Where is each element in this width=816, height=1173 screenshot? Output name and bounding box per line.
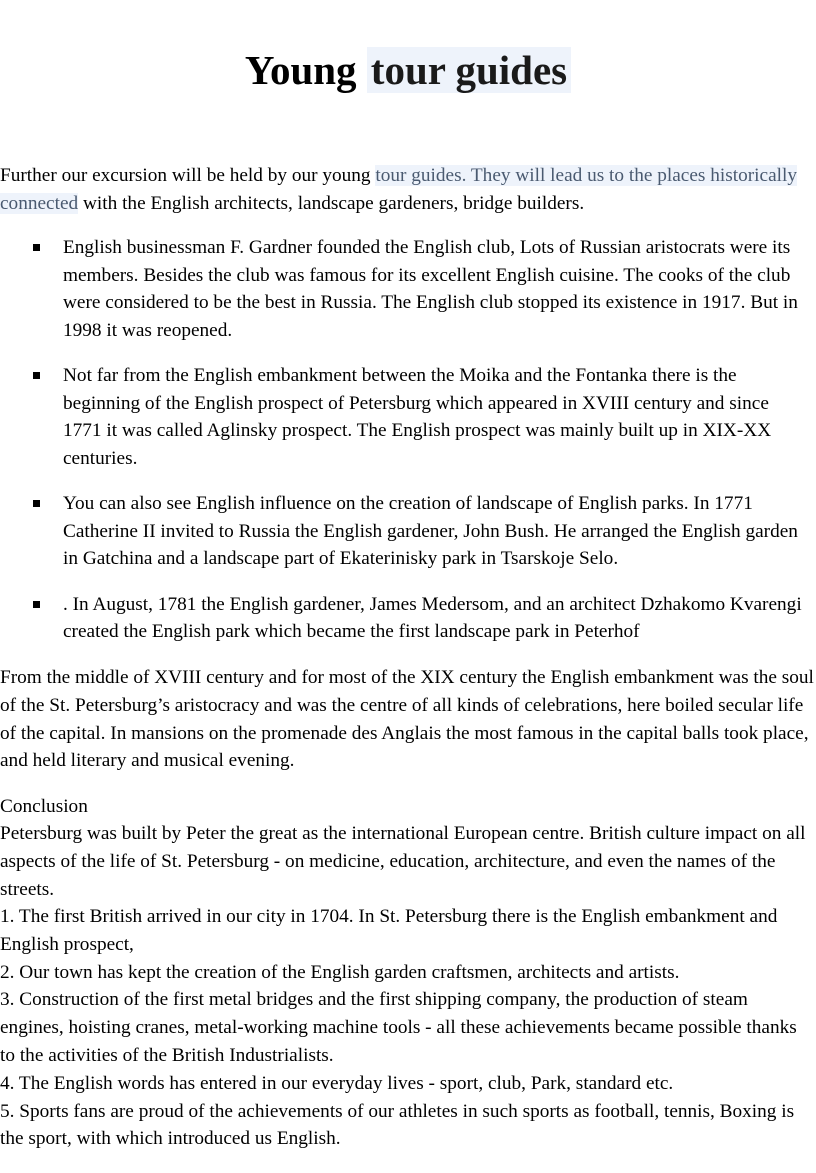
conclusion-heading: Conclusion	[0, 796, 88, 817]
bullet-text: English businessman F. Gardner founded the English club, Lots of Russian aristocrats were its members. Besides the club was famous for its excellent English cuisine. The cooks of the club were considered to be the best in Russia. The English club stopped its existence in 1917. But in 1998 it was reopened.	[63, 237, 798, 341]
bullet-square-icon	[33, 601, 40, 608]
intro-paragraph	[0, 162, 800, 218]
bullet-text: Not far from the English embankment between the Moika and the Fontanka there is the beginning of the English prospect of Petersburg which appeared in XVIII century and since 1771 it was called Aglinsky prospect. The English prospect was mainly built up in XIX-XX centuries.	[63, 365, 772, 469]
conclusion-point: 5. Sports fans are proud of the achievements of our athletes in such sports as football, tennis, Boxing is the sport, with which introduced us English.	[0, 1100, 795, 1150]
page-title	[0, 44, 816, 96]
conclusion-point: 1. The first British arrived in our city in 1704. In St. Petersburg there is the English embankment and English prospect,	[0, 906, 778, 955]
bullet-text: . In August, 1781 the English gardener, James Medersom, and an architect Dzhakomo Kvarengi created the English park which became the first landscape park in Peterhof	[63, 593, 802, 642]
conclusion-points	[0, 903, 816, 1153]
bullet-item	[0, 591, 816, 646]
conclusion-point: 3. Construction of the first metal bridges and the first shipping company, the production of steam engines, hoisting cranes, metal-working machine tools - all these achievements became possible thanks to the activities of the British Industrialists.	[0, 989, 797, 1066]
intro-highlighted: tour guides. They will lead us to the places historically connected	[0, 165, 797, 214]
bullet-item	[0, 362, 816, 472]
bullet-list	[0, 234, 816, 664]
title-plain: Young	[244, 47, 367, 93]
bullet-item	[0, 234, 816, 344]
middle-paragraph: From the middle of XVIII century and for most of the XIX century the English embankment was the soul of the St. Petersburg’s aristocracy and was the centre of all kinds of celebrations, here boiled secular life of the capital. In mansions on the promenade des Anglais the most famous in the capital balls took place, and held literary and musical evening.	[0, 667, 814, 772]
conclusion-intro: Petersburg was built by Peter the great as the international European centre. British culture impact on all aspects of the life of St. Petersburg - on medicine, education, architecture, and even the names of the streets.	[0, 823, 806, 900]
intro-part2: with the English architects, landscape	[78, 193, 374, 214]
bullet-square-icon	[33, 372, 40, 379]
intro-part3: gardeners, bridge builders.	[373, 193, 585, 214]
title-highlighted: tour guides	[367, 47, 571, 93]
bullet-square-icon	[33, 500, 40, 507]
conclusion-point: 2. Our town has kept the creation of the English garden craftsmen, architects and artists.	[0, 961, 680, 983]
bullet-text: You can also see English influence on the creation of landscape of English parks. In 1771 Catherine II invited to Russia the English gardener, John Bush. He arranged the English garden in Gatchina and a landscape part of Ekaterinisky park in Tsarskoje Selo.	[63, 493, 798, 569]
bullet-item	[0, 490, 816, 573]
intro-part1: Further our excursion will be held by our young	[0, 165, 376, 186]
conclusion-point: 4. The English words has entered in our everyday lives - sport, club, Park, standard etc.	[0, 1072, 674, 1094]
bullet-square-icon	[33, 244, 40, 251]
